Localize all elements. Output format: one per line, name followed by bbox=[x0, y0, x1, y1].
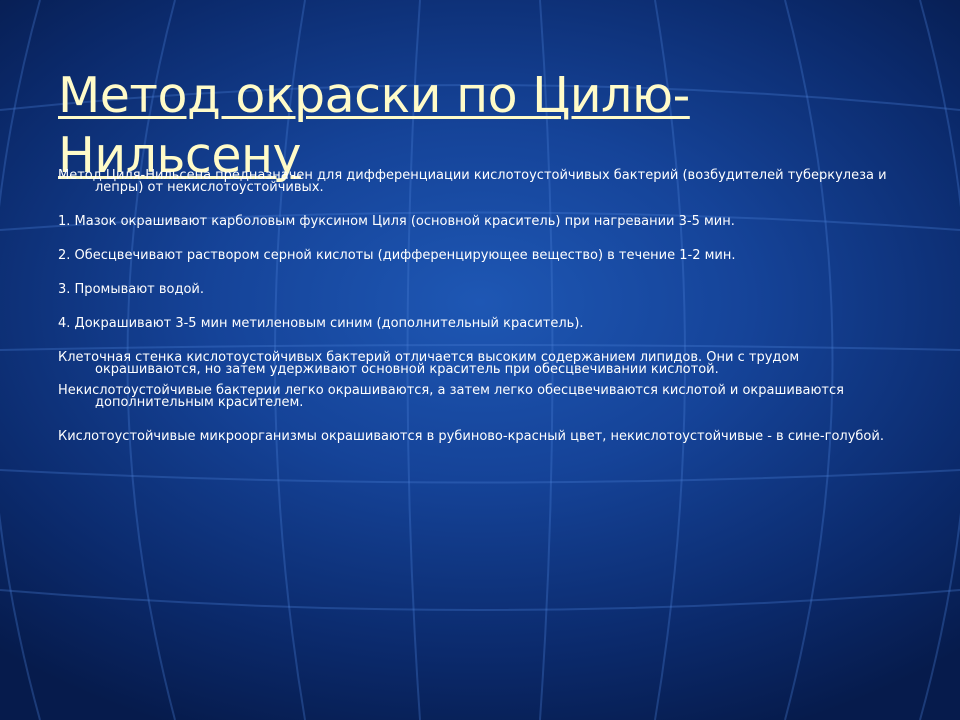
step-4: 4. Докрашивают 3-5 мин метиленовым синим (дополнительный краситель). bbox=[58, 316, 584, 331]
result-colors: Кислотоустойчивые микроорганизмы окрашиваются в рубиново-красный цвет, некислотоустойчивые - в сине-голубой. bbox=[58, 429, 884, 444]
step-2: 2. Обесцвечивают раствором серной кислоты (дифференцирующее вещество) в течение 1-2 мин. bbox=[58, 248, 736, 263]
intro-paragraph: Метод Циля-Нильсена предназначен для дифференциации кислотоустойчивых бактерий (возбудителей туберкулеза и лепры) от некислотоустойчивых. bbox=[58, 168, 887, 195]
slide-body bbox=[58, 170, 908, 443]
slide-title: Метод окраски по Цилю-Нильсену bbox=[58, 67, 690, 184]
acid-fast-explanation: Клеточная стенка кислотоустойчивых бактерий отличается высоким содержанием липидов. Они с трудом окрашиваются, но затем удерживают основной краситель при обесцвечивании кислотой. bbox=[58, 350, 800, 377]
non-acid-fast-explanation: Некислотоустойчивые бактерии легко окрашиваются, а затем легко обесцвечиваются кислотой и окрашиваются дополнительным красителем. bbox=[58, 383, 844, 410]
step-3: 3. Промывают водой. bbox=[58, 282, 205, 297]
step-1: 1. Мазок окрашивают карболовым фуксином Циля (основной краситель) при нагревании 3-5 мин. bbox=[58, 214, 735, 229]
